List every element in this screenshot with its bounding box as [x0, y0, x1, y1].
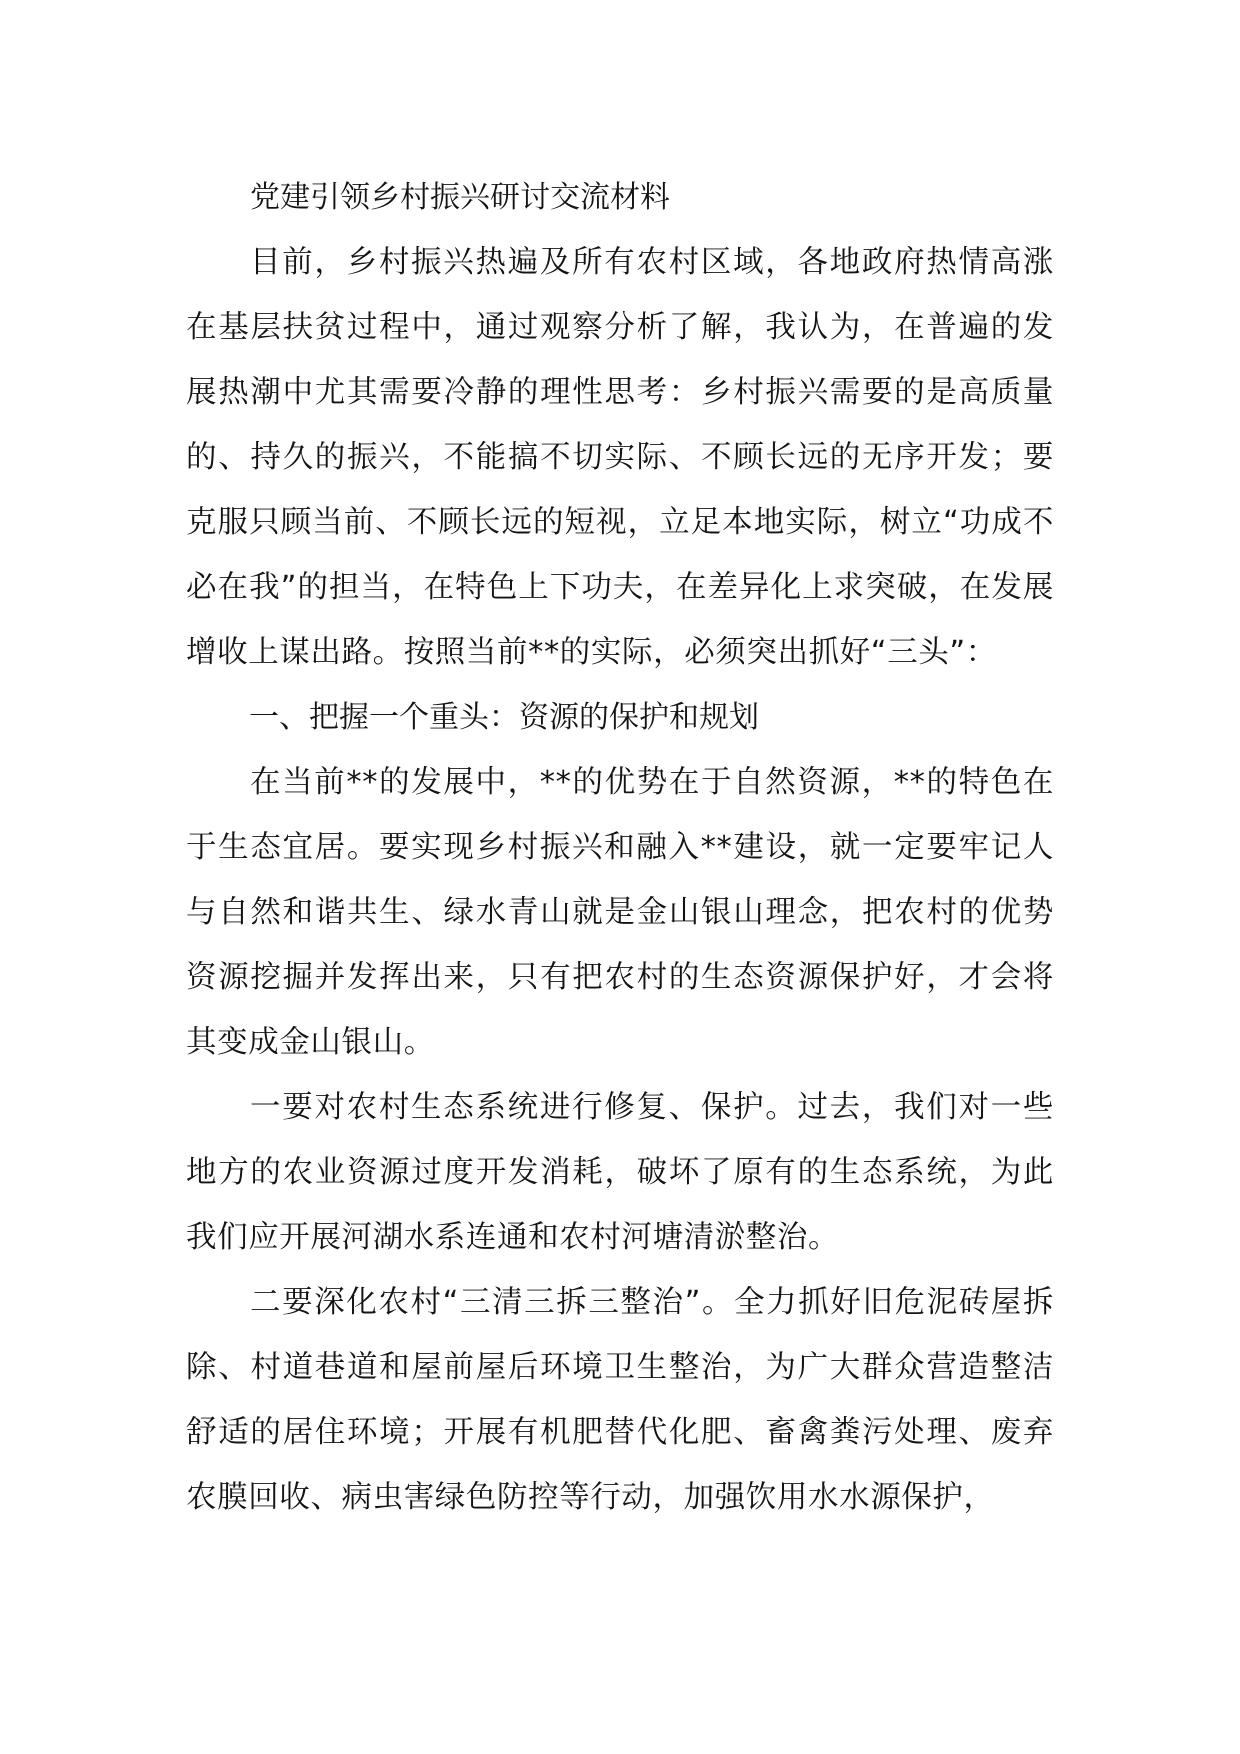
paragraph-ecosystem-repair: 一要对农村生态系统进行修复、保护。过去，我们对一些地方的农业资源过度开发消耗，破坏了原有的生态系统，为此我们应开展河湖水系连通和农村河塘清淤整治。: [186, 1090, 1054, 1255]
document-body: [186, 166, 1054, 1530]
document-title: 党建引领乡村振兴研讨交流材料: [250, 180, 670, 215]
paragraph-resources: 在当前**的发展中，**的优势在于自然资源，**的特色在于生态宜居。要实现乡村振兴和融入**建设，就一定要牢记人与自然和谐共生、绿水青山就是金山银山理念，把农村的优势资源挖掘并发挥出来，只有把农村的生态资源保护好，才会将其变成金山银山。: [186, 765, 1054, 1060]
paragraph-three-cleanups: 二要深化农村“三清三拆三整治”。全力抓好旧危泥砖屋拆除、村道巷道和屋前屋后环境卫生整治，为广大群众营造整洁舒适的居住环境；开展有机肥替代化肥、畜禽粪污处理、废弃农膜回收、病虫害绿色防控等行动，加强饮用水水源保护，: [186, 1285, 1054, 1515]
section-heading-1: 一、把握一个重头：资源的保护和规划: [249, 700, 759, 735]
paragraph-intro: 目前，乡村振兴热遍及所有农村区域，各地政府热情高涨在基层扶贫过程中，通过观察分析了解，我认为，在普遍的发展热潮中尤其需要冷静的理性思考：乡村振兴需要的是高质量的、持久的振兴，不能搞不切实际、不顾长远的无序开发；要克服只顾当前、不顾长远的短视，立足本地实际，树立“功成不必在我”的担当，在特色上下功夫，在差异化上求突破，在发展增收上谋出路。按照当前**的实际，必须突出抓好“三头”：: [186, 245, 1054, 670]
